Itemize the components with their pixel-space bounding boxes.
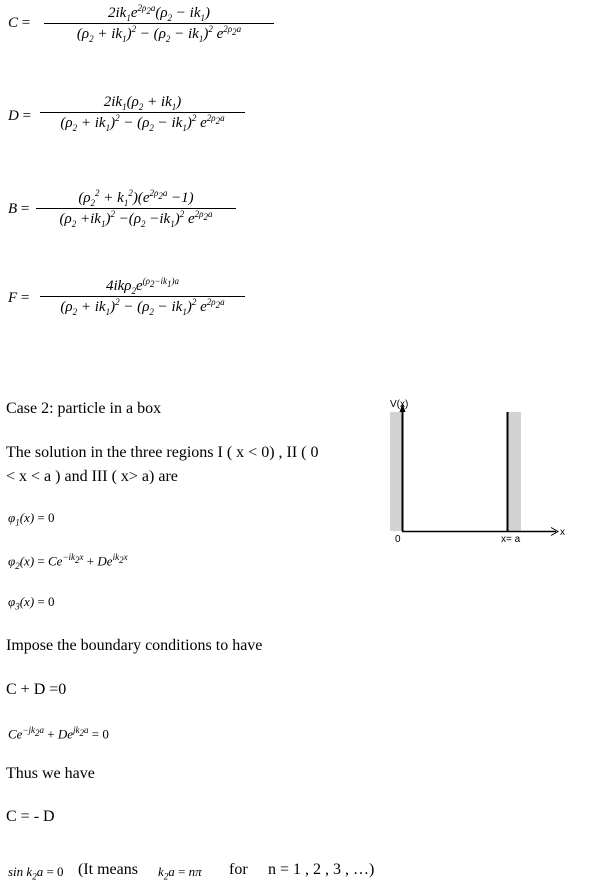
phi2-equation: $\varphi_2(x) = Ce^{-ik_2x} + De^{ik_2x}$ <box>8 552 128 571</box>
impose-text: Impose the boundary conditions to have <box>6 637 263 654</box>
y-axis-label: V(x) <box>390 399 409 410</box>
equation-c-numerator: $2ik_1e^{2\rho_2a}(\rho_2 - ik_1)$ <box>108 3 210 23</box>
equation-d-lhs: D = <box>8 108 32 124</box>
equation-c-lhs: C = <box>8 15 31 31</box>
boundary-equation-2: $Ce^{-jk_2a} + De^{jk_2a} = 0$ <box>8 725 109 742</box>
equation-d-fraction <box>40 94 245 133</box>
equation-b-denominator: $(\rho_2 +ik_1)^2 -(\rho_2 -ik_1)^2$ $e^{2\rho_2a}$ <box>59 209 213 229</box>
sin-k2a-equation: $k_2a = n\pi$ <box>158 864 202 882</box>
solution-line-2: < x < a ) and III ( x> a) are <box>6 468 178 485</box>
particle-in-box-diagram <box>386 396 586 548</box>
c-plus-d-zero: C + D =0 <box>6 681 67 698</box>
equation-b-numerator: $(\rho_2^2 + k_1^2)(e^{2\rho_2a} -1)$ <box>78 188 194 208</box>
equation-f-lhs: F = <box>8 290 30 306</box>
origin-label: 0 <box>395 534 401 545</box>
sin-paren-open: (It means <box>78 861 138 878</box>
sin-n-values: n = 1 , 2 , 3 , …) <box>268 861 375 878</box>
equation-c-denominator: $(\rho_2 + ik_1)^2 - (\rho_2 - ik_1)^2$ $e^{2\rho_2a}$ <box>76 24 242 44</box>
phi3-equation: $\varphi_3(x) = 0$ <box>8 594 55 612</box>
equation-f-fraction <box>40 276 245 317</box>
sin-lhs: $\sin k_2a = 0$ <box>8 864 64 882</box>
equation-b-lhs: B = <box>8 201 30 217</box>
x-axis-label: x <box>560 527 565 538</box>
case2-heading: Case 2: particle in a box <box>6 400 162 417</box>
sin-for: for <box>229 861 248 878</box>
c-minus-d: C = - D <box>6 808 55 825</box>
equation-d-denominator: $(\rho_2 + ik_1)^2 - (\rho_2 - ik_1)^2$ $e^{2\rho_2a}$ <box>60 113 225 133</box>
equation-f-denominator: $(\rho_2 + ik_1)^2 - (\rho_2 - ik_1)^2$ $e^{2\rho_2a}$ <box>60 297 225 317</box>
equation-b-fraction <box>36 188 236 229</box>
equation-c-fraction <box>44 3 274 44</box>
equation-d-numerator: $2ik_1(\rho_2 + ik_1)$ <box>103 94 182 112</box>
wall-label: x= a <box>501 534 521 545</box>
left-wall <box>390 412 403 531</box>
phi1-equation: $\varphi_1(x) = 0$ <box>8 510 55 528</box>
right-wall <box>507 412 521 531</box>
solution-line-1: The solution in the three regions I ( x < 0) , II ( 0 <box>6 444 319 461</box>
thus-text: Thus we have <box>6 765 95 782</box>
equation-f-numerator: $4ik\rho_2e^{(\rho_2-ik_1)a}$ <box>105 276 180 296</box>
